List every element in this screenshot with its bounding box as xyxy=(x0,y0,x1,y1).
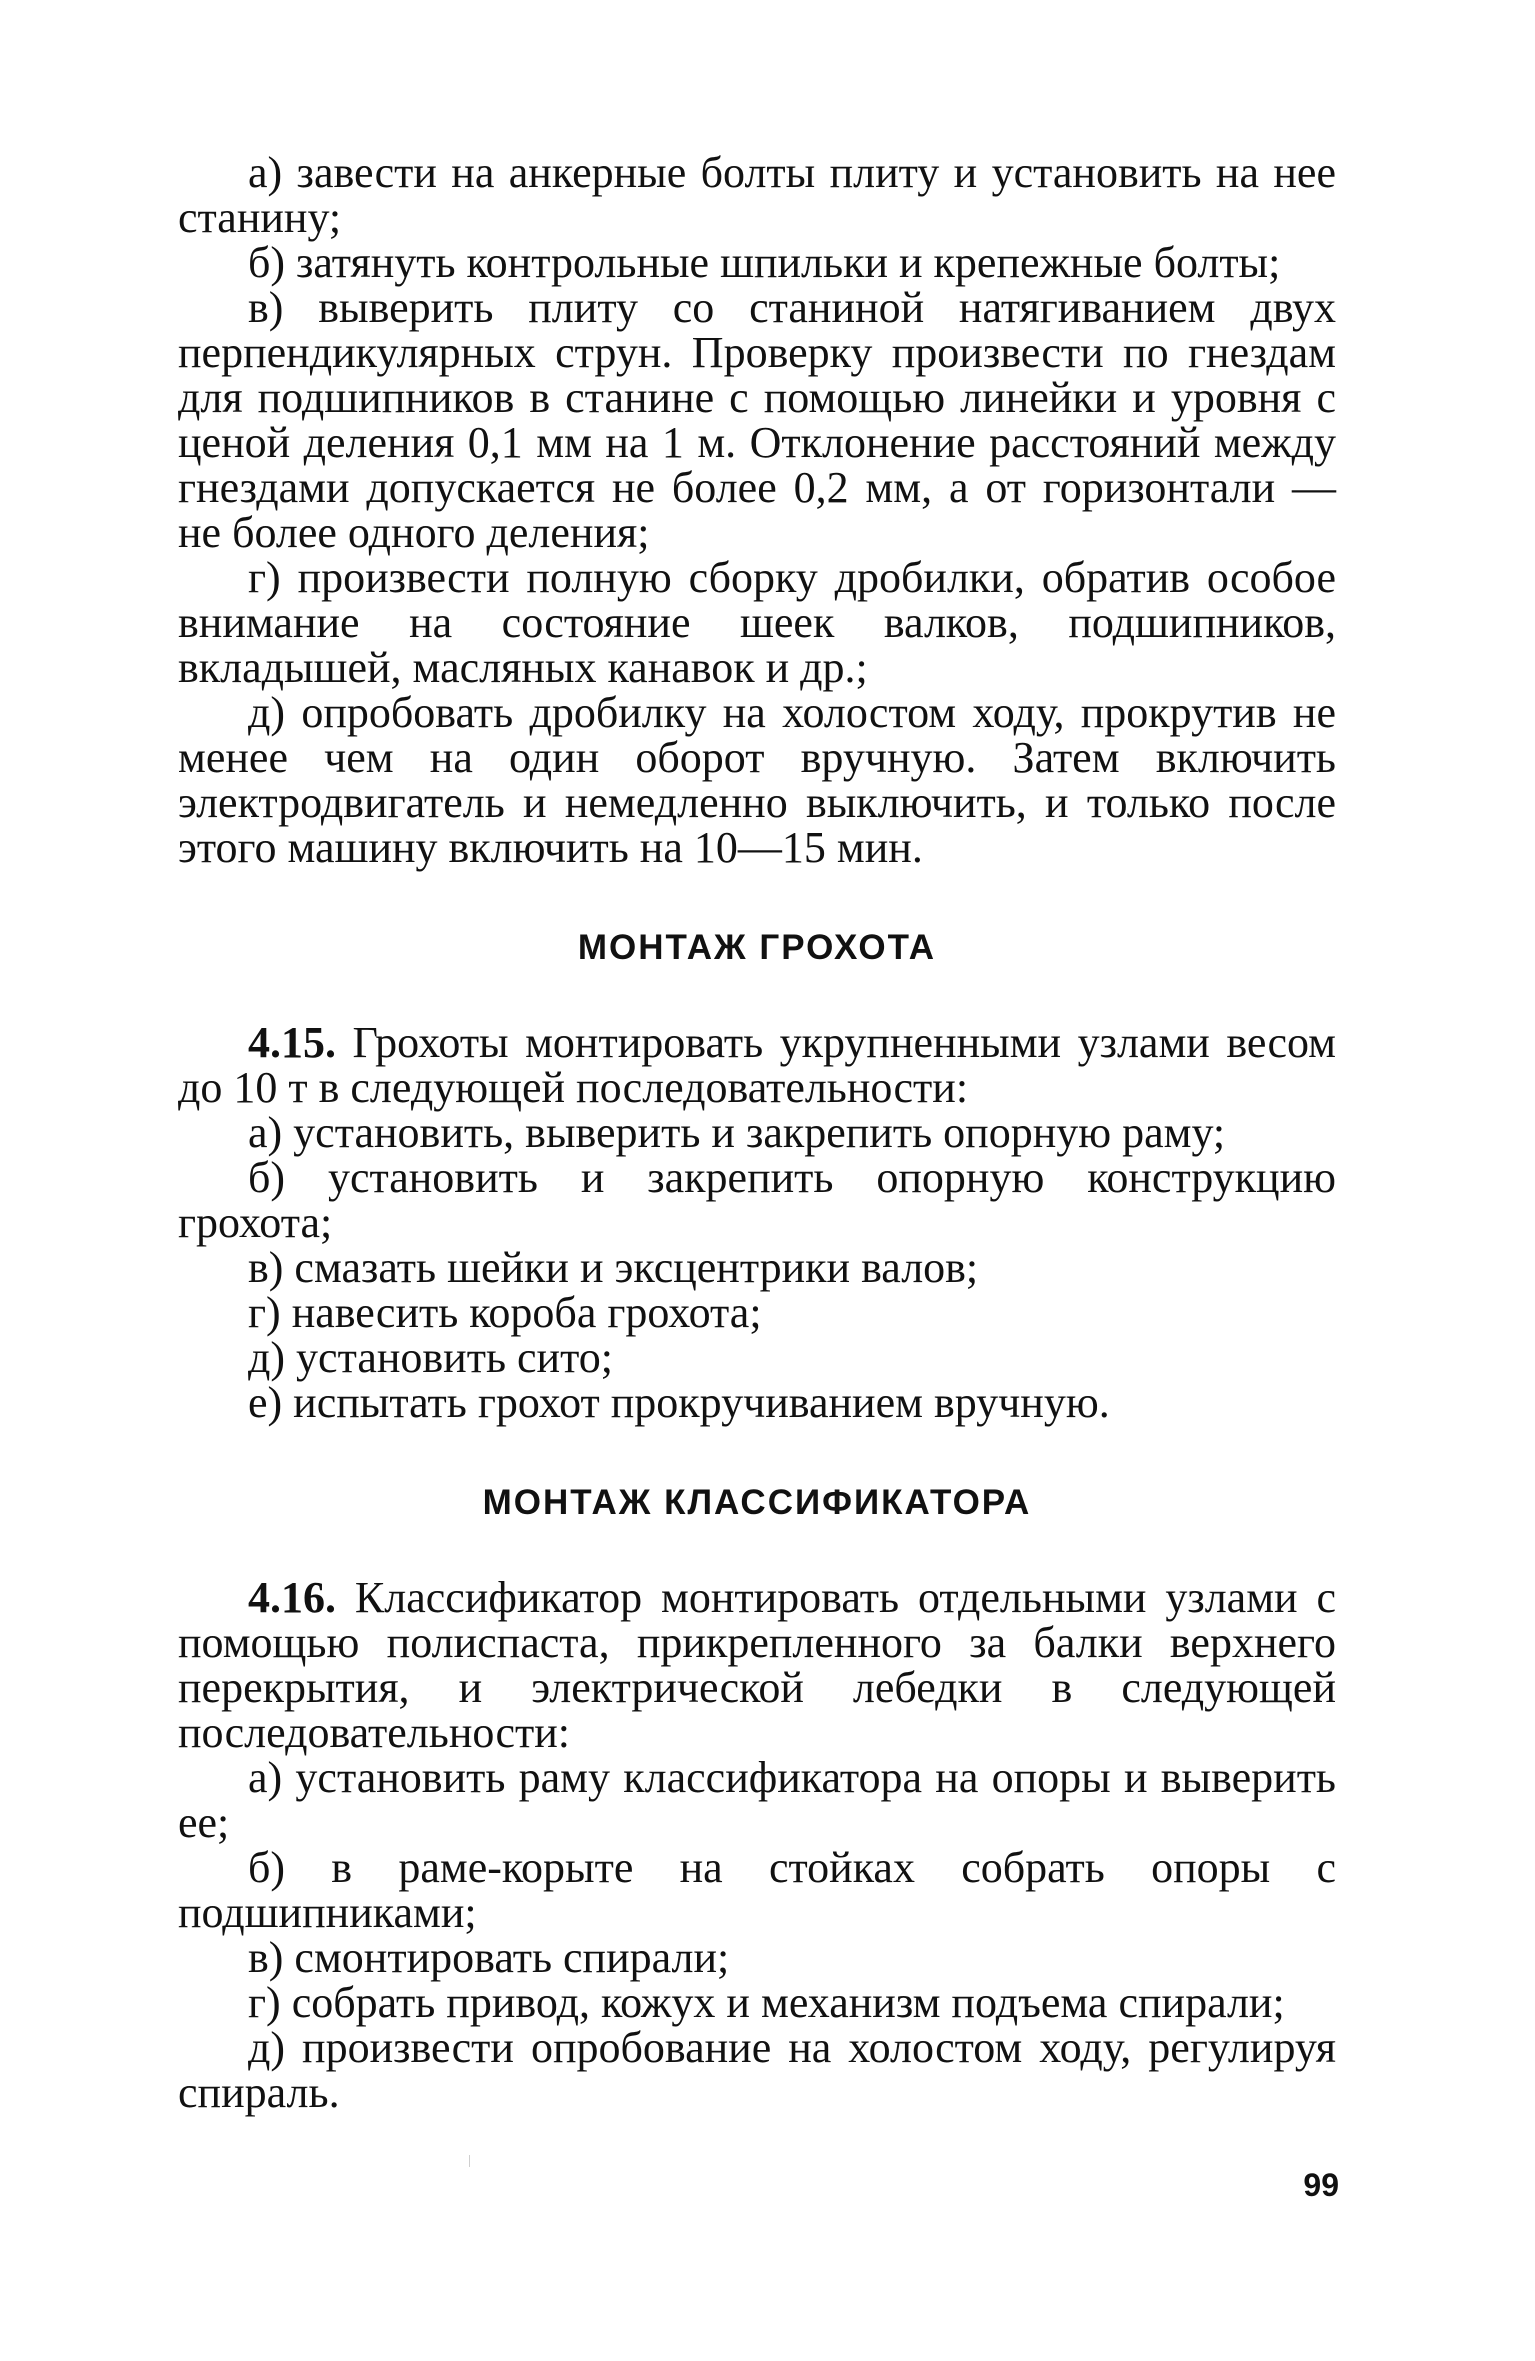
section-heading-screen: МОНТАЖ ГРОХОТА xyxy=(577,928,937,967)
list-item: г) произвести полную сборку дробилки, обратив особое внимание на состояние шеек валков, подшипников, вкладышей, масляных канавок и др.; xyxy=(178,553,1336,692)
page-content xyxy=(178,150,1336,2115)
list-item: г) навесить короба грохота; xyxy=(248,1288,762,1337)
list-item: д) произвести опробование на холостом ходу, регулируя спираль. xyxy=(178,2023,1336,2117)
clause-text: Грохоты монтировать укрупненными узлами весом до 10 т в следующей последовательности: xyxy=(178,1018,1337,1112)
section-heading-classifier: МОНТАЖ КЛАССИФИКАТОРА xyxy=(482,1483,1032,1522)
list-item: е) испытать грохот прокручиванием вручную. xyxy=(248,1378,1110,1427)
list-item: б) затянуть контрольные шпильки и крепежные болты; xyxy=(248,238,1281,287)
clause-number: 4.16. xyxy=(248,1573,336,1622)
page-number: 99 xyxy=(1303,2167,1339,2203)
list-item: в) выверить плиту со станиной натягиванием двух перпендикулярных струн. Проверку произвести по гнездам для подшипников в станине с помощью линейки и уровня с ценой деления 0,1 мм на 1 м. Отклонение расстояний между гнездами допускается не более 0,2 мм, а от горизонтали — не более одного деления; xyxy=(178,283,1336,557)
list-item: в) смонтировать спирали; xyxy=(248,1933,730,1982)
list-item: б) в раме-корыте на стойках собрать опоры с подшипниками; xyxy=(178,1843,1336,1937)
list-item: б) установить и закрепить опорную конструкцию грохота; xyxy=(178,1153,1336,1247)
clause-number: 4.15. xyxy=(248,1018,336,1067)
list-item: в) смазать шейки и эксцентрики валов; xyxy=(248,1243,979,1292)
list-item: д) опробовать дробилку на холостом ходу, прокрутив не менее чем на один оборот вручную. Затем включить электродвигатель и немедленно выключить, и только после этого машину включить на 10—15 мин. xyxy=(178,688,1336,872)
clause-text: Классификатор монтировать отдельными узлами с помощью полиспаста, прикрепленного за балки верхнего перекрытия, и электрической лебедки в следующей последовательности: xyxy=(178,1573,1337,1757)
section-intro-classifier xyxy=(178,1575,1336,1755)
list-item: д) установить сито; xyxy=(248,1333,613,1382)
section-intro-screen xyxy=(178,1020,1336,1110)
print-mark xyxy=(469,2155,470,2167)
list-item: а) установить раму классификатора на опоры и выверить ее; xyxy=(178,1753,1336,1847)
list-item: г) собрать привод, кожух и механизм подъема спирали; xyxy=(248,1978,1285,2027)
list-item: а) установить, выверить и закрепить опорную раму; xyxy=(248,1108,1226,1157)
list-item: а) завести на анкерные болты плиту и установить на нее станину; xyxy=(178,148,1336,242)
